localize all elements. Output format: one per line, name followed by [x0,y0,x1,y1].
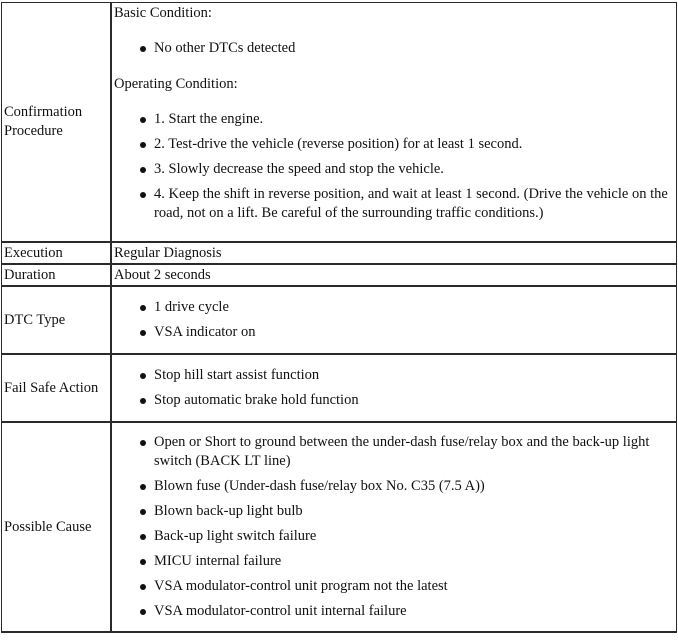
possible-cause-label: Possible Cause [2,422,112,632]
execution-row [2,242,677,264]
operating-condition-list [114,110,670,223]
list-item: VSA indicator on [140,323,670,342]
dtc-type-value [111,286,677,354]
confirmation-procedure-row [2,3,677,243]
possible-cause-list [114,433,670,621]
possible-cause-value [111,422,677,632]
execution-label: Execution [2,242,112,264]
list-item: Stop automatic brake hold function [140,391,670,410]
list-item: Back-up light switch failure [140,527,670,546]
list-item: VSA modulator-control unit internal failure [140,602,670,621]
list-item: 4. Keep the shift in reverse position, and wait at least 1 second. (Drive the vehicle on the road, not on a lift. Be careful of the surrounding traffic conditions.) [140,185,670,223]
duration-label: Duration [2,264,112,286]
list-item: 2. Test-drive the vehicle (reverse position) for at least 1 second. [140,135,670,154]
fail-safe-action-row [2,354,677,422]
basic-condition-list [114,39,670,58]
confirmation-procedure-value [111,3,677,243]
list-item: Blown fuse (Under-dash fuse/relay box No. C35 (7.5 A)) [140,477,670,496]
list-item: Open or Short to ground between the under-dash fuse/relay box and the back-up light switch (BACK LT line) [140,433,670,471]
list-item: Stop hill start assist function [140,366,670,385]
confirmation-procedure-label: Confirmation Procedure [2,3,112,243]
list-item: MICU internal failure [140,552,670,571]
execution-value: Regular Diagnosis [111,242,677,264]
dtc-type-label: DTC Type [2,286,112,354]
dtc-info-table [1,2,677,633]
list-item: 1 drive cycle [140,298,670,317]
list-item: 1. Start the engine. [140,110,670,129]
possible-cause-row [2,422,677,632]
list-item: VSA modulator-control unit program not the latest [140,577,670,596]
dtc-type-list [114,298,670,342]
fail-safe-action-value [111,354,677,422]
dtc-type-row [2,286,677,354]
list-item: Blown back-up light bulb [140,502,670,521]
duration-row [2,264,677,286]
operating-condition-heading: Operating Condition: [114,76,238,92]
list-item: 3. Slowly decrease the speed and stop the vehicle. [140,160,670,179]
list-item: No other DTCs detected [140,39,670,58]
duration-value: About 2 seconds [111,264,677,286]
fail-safe-action-list [114,366,670,410]
basic-condition-heading: Basic Condition: [114,5,212,21]
fail-safe-action-label: Fail Safe Action [2,354,112,422]
